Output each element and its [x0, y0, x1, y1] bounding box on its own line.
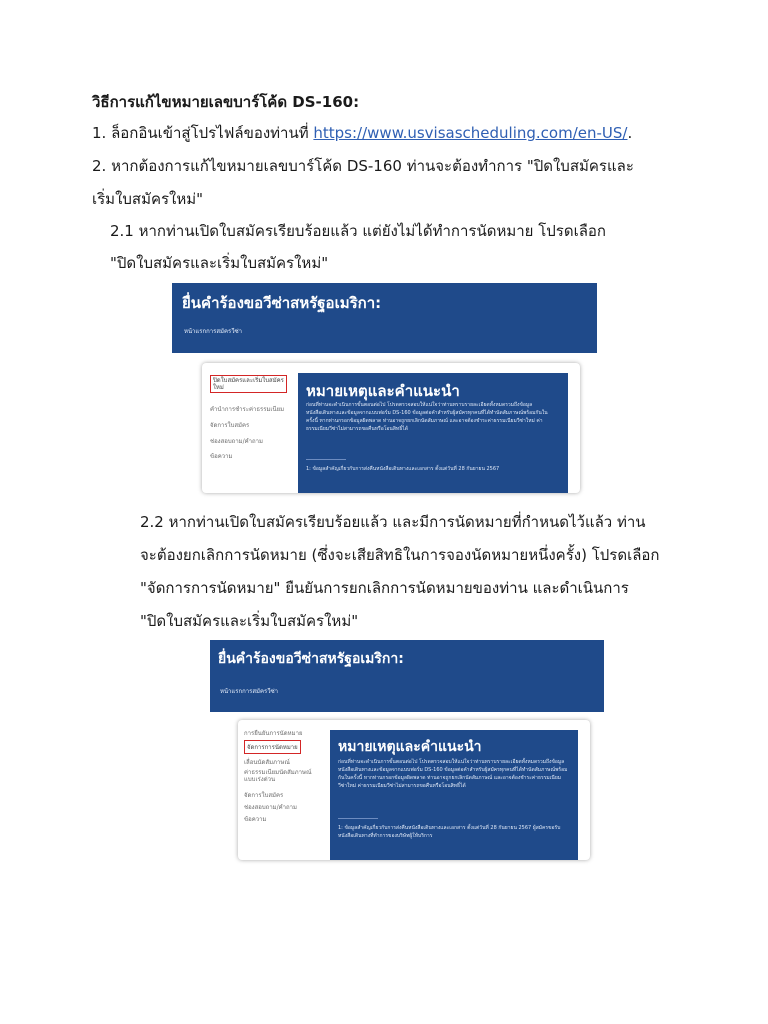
- menu-label: ปิดใบสมัครและเริ่มใบสมัคร: [213, 377, 284, 384]
- notes-body: ก่อนที่ท่านจะดำเนินการขั้นตอนต่อไป โปรดตรวจสอบให้แน่ใจว่าท่านทราบรายละเอียดทั้งหมดรวมถึงข้อมูลหนังสือเดินทางและข้อมูลจากแบบฟอร์ม DS-160 ข้อมูลต่อคำสำหรับผู้สมัครทุกคนที่ได้ทำนัดสัมภาษณ์พร้อมกันในครั้งนี้ หากท่านกรอกข้อมูลผิดพลาด ท่านอาจถูกยกเลิกนัดสัมภาษณ์ และอาจต้องชำระค่าธรรมเนียมวีซ่าใหม่ ค่าธรรมเนียมวีซ่าไม่สามารถขอคืนหรือโอนสิทธิ์ได้: [306, 402, 548, 432]
- portal-card: [238, 720, 590, 860]
- menu-label: ใหม่: [213, 384, 224, 391]
- usvisascheduling-link[interactable]: https://www.usvisascheduling.com/en-US/: [313, 124, 628, 142]
- step-1-suffix: .: [627, 124, 633, 142]
- notes-body: ก่อนที่ท่านจะดำเนินการขั้นตอนต่อไป โปรดตรวจสอบให้แน่ใจว่าท่านทราบรายละเอียดทั้งหมดรวมถึงข้อมูลหนังสือเดินทางและข้อมูลจากแบบฟอร์ม DS-160 ข้อมูลต่อคำสำหรับผู้สมัครทุกคนที่ได้ทำนัดสัมภาษณ์พร้อมกันในครั้งนี้ หากท่านกรอกข้อมูลผิดพลาด ท่านอาจถูกยกเลิกนัดสัมภาษณ์ และอาจต้องชำระค่าธรรมเนียมวีซ่าใหม่ ค่าธรรมเนียมวีซ่าไม่สามารถขอคืนหรือโอนสิทธิ์ได้: [338, 759, 568, 789]
- notes-divider: [338, 818, 378, 819]
- step-2-2-line-3: "จัดการการนัดหมาย" ยืนยันการยกเลิกการนัดหมายของท่าน และดำเนินการ: [140, 579, 629, 597]
- banner-subtitle: หน้าแรกการสมัครวีซ่า: [220, 688, 279, 695]
- page-title: วิธีการแก้ไขหมายเลขบาร์โค้ด DS-160:: [92, 93, 360, 111]
- menu-item-appointment-confirmation[interactable]: การยืนยันการนัดหมาย: [244, 730, 303, 737]
- menu-item-manage-application[interactable]: จัดการใบสมัคร: [210, 422, 250, 429]
- portal-banner: [210, 640, 604, 712]
- step-2-line-2: เริ่มใบสมัครใหม่": [92, 190, 204, 208]
- step-2-1-line-1: 2.1 หากท่านเปิดใบสมัครเรียบร้อยแล้ว แต่ยังไม่ได้ทำการนัดหมาย โปรดเลือก: [110, 222, 606, 240]
- menu-item-messages[interactable]: ข้อความ: [210, 453, 233, 460]
- portal-banner: [172, 283, 597, 353]
- step-2-2-line-2: จะต้องยกเลิกการนัดหมาย (ซึ่งจะเสียสิทธิในการจองนัดหมายหนึ่งครั้ง) โปรดเลือก: [140, 546, 660, 564]
- menu-item-faq[interactable]: ช่องสอบถาม/คำถาม: [210, 438, 263, 445]
- step-2-2-line-1: 2.2 หากท่านเปิดใบสมัครเรียบร้อยแล้ว และมีการนัดหมายที่กำหนดไว้แล้ว ท่าน: [140, 513, 646, 531]
- banner-title: ยื่นคำร้องขอวีซ่าสหรัฐอเมริกา:: [218, 651, 404, 667]
- step-1: [92, 123, 632, 143]
- menu-item-faq[interactable]: ช่องสอบถาม/คำถาม: [244, 804, 297, 811]
- notes-item-1: 1: ข้อมูลสำคัญเกี่ยวกับการส่งคืนหนังสือเดินทางและเอกสาร ตั้งแต่วันที่ 28 กันยายน 2567 ผู้สมัครขอรับหนังสือเดินทางที่ทำการของบริษัทผู้ให้บริการ: [338, 825, 561, 839]
- banner-title: ยื่นคำร้องขอวีซ่าสหรัฐอเมริกา:: [182, 294, 382, 312]
- menu-item-close-and-restart[interactable]: [210, 375, 287, 393]
- menu-item-reschedule[interactable]: เลื่อนนัดสัมภาษณ์: [244, 759, 290, 766]
- banner-subtitle: หน้าแรกการสมัครวีซ่า: [184, 328, 243, 335]
- menu-item-fee-payment[interactable]: คำนำการชำระค่าธรรมเนียม: [210, 406, 285, 413]
- step-2-2-line-4: "ปิดใบสมัครและเริ่มใบสมัครใหม่": [140, 612, 359, 630]
- notes-title: หมายเหตุและคำแนะนำ: [338, 739, 482, 755]
- notes-title: หมายเหตุและคำแนะนำ: [306, 382, 460, 400]
- notes-panel: [330, 730, 578, 860]
- notes-panel: [298, 373, 568, 493]
- menu-item-manage-appointment[interactable]: จัดการการนัดหมาย: [244, 740, 301, 754]
- screenshot-close-application: [172, 283, 597, 472]
- step-2-1-line-2: "ปิดใบสมัครและเริ่มใบสมัครใหม่": [110, 254, 329, 272]
- menu-item-expedite-fee[interactable]: ค่าธรรมเนียมนัดสัมภาษณ์แบบเร่งด่วน: [244, 769, 312, 783]
- portal-card: [202, 363, 580, 493]
- screenshot-manage-appointment: [210, 640, 604, 838]
- notes-item-1: 1: ข้อมูลสำคัญเกี่ยวกับการส่งคืนหนังสือเดินทางและเอกสาร ตั้งแต่วันที่ 28 กันยายน 2567: [306, 466, 500, 472]
- step-2-line-1: 2. หากต้องการแก้ไขหมายเลขบาร์โค้ด DS-160 ท่านจะต้องทำการ "ปิดใบสมัครและ: [92, 157, 634, 175]
- notes-divider: [306, 459, 346, 460]
- menu-item-messages[interactable]: ข้อความ: [244, 816, 267, 823]
- step-1-text: 1. ล็อกอินเข้าสู่โปรไฟล์ของท่านที่: [92, 124, 314, 142]
- menu-item-manage-application[interactable]: จัดการใบสมัคร: [244, 792, 284, 799]
